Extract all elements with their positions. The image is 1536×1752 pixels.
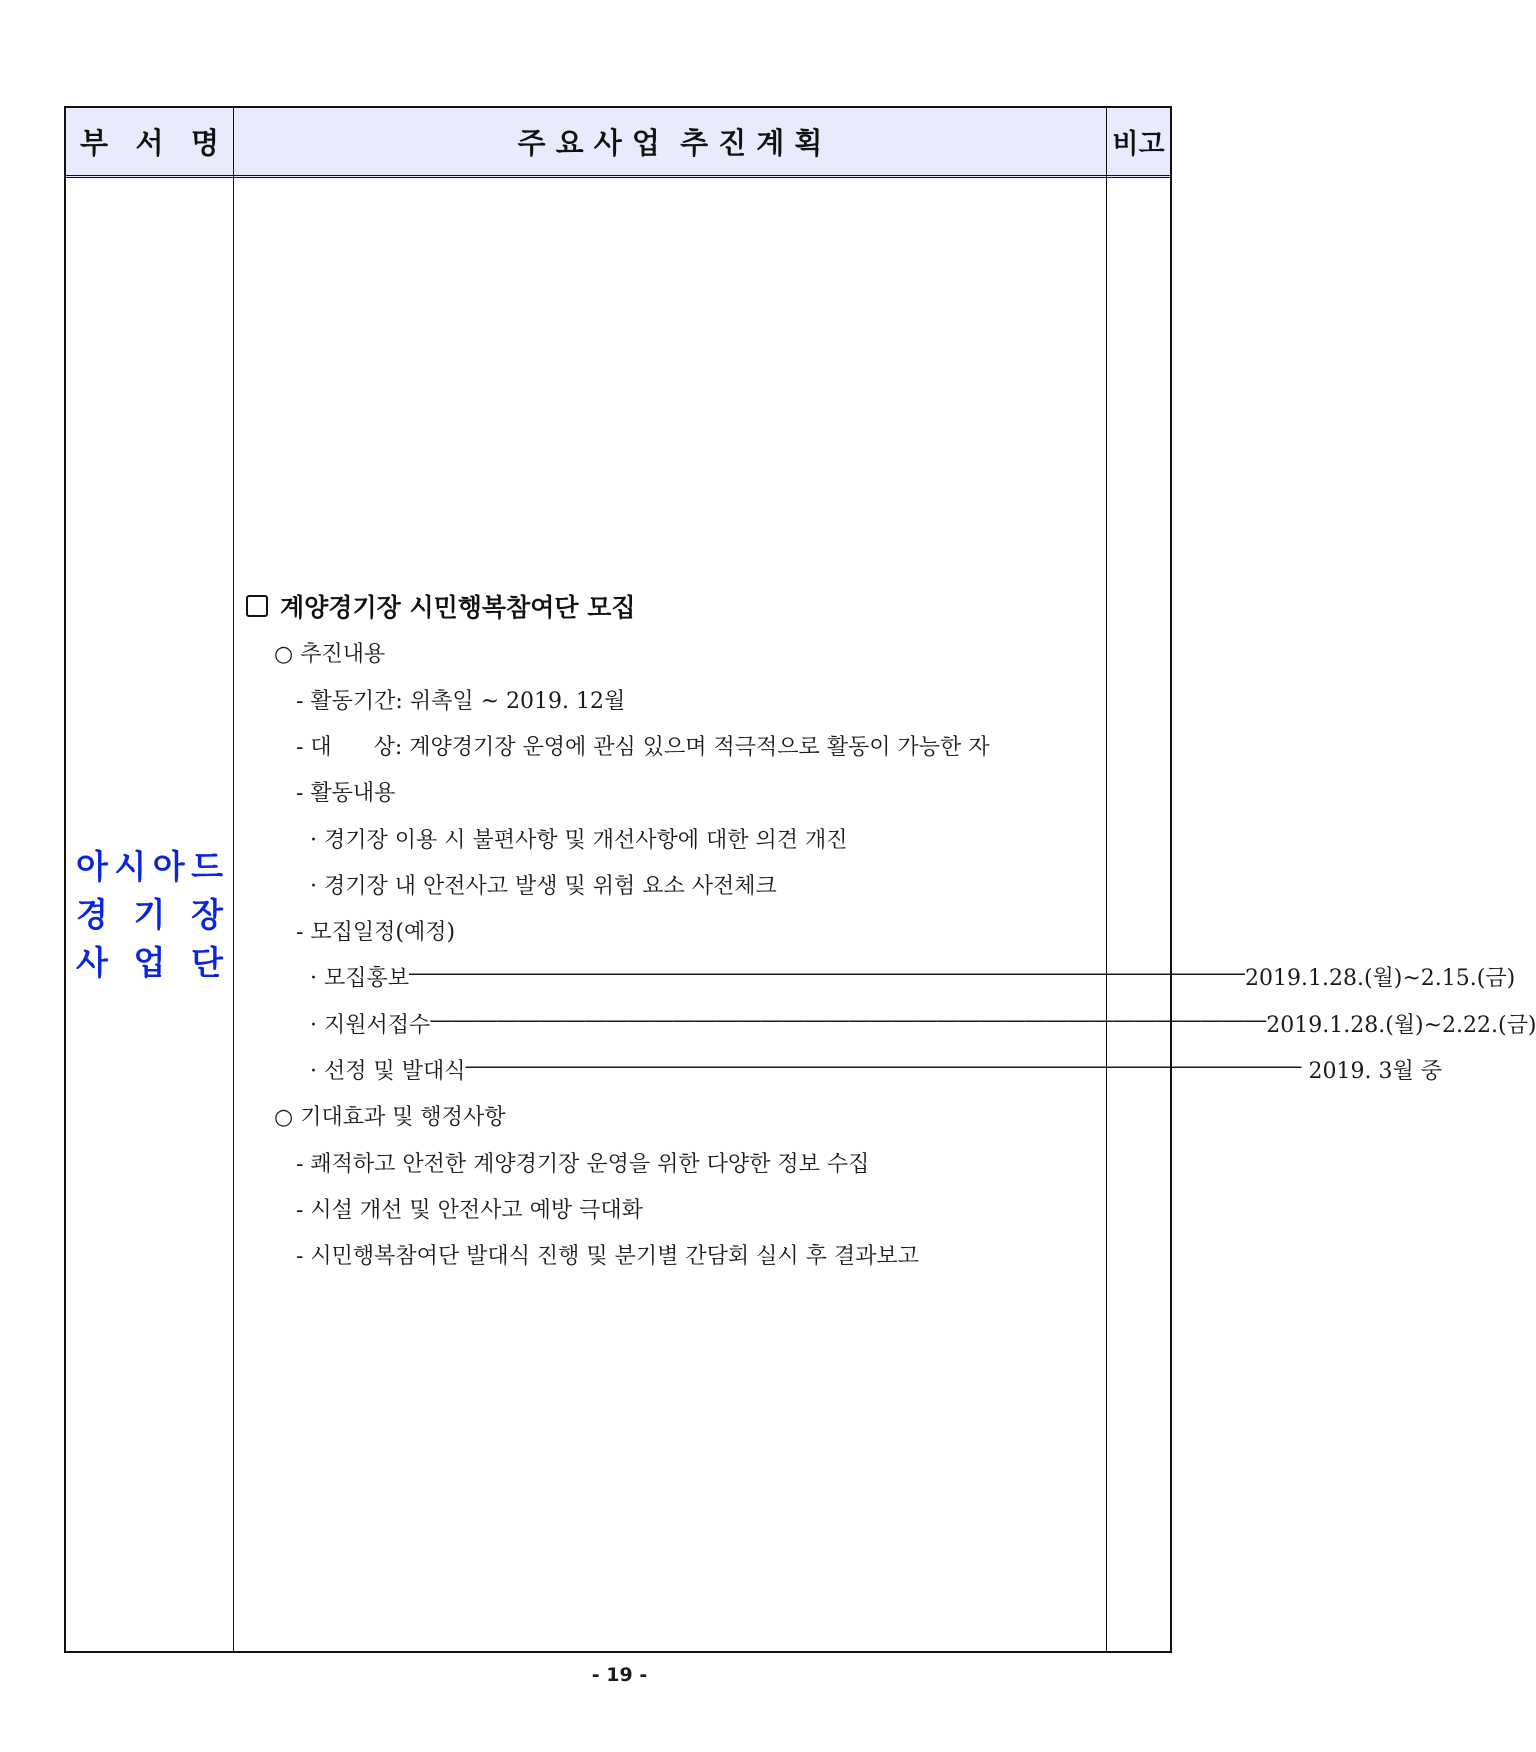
activity-heading: - 활동내용 (296, 781, 396, 806)
header-dept-char: 서 (135, 126, 164, 160)
dash-leader: ―――――――――――――――――――――――――――――――――――――― (409, 961, 1245, 986)
dash-leader: ―――――――――――――――――――――――――――――――――――――― (430, 1008, 1267, 1033)
effect-item: - 시설 개선 및 안전사고 예방 극대화 (296, 1198, 643, 1223)
effect-item: - 쾌적하고 안전한 계양경기장 운영을 위한 다양한 정보 수집 (296, 1152, 870, 1177)
plan-title-text: 계양경기장 시민행복참여단 모집 (280, 593, 636, 622)
dept-char: 사 (76, 943, 108, 982)
header-dept-char: 부 (80, 126, 109, 160)
dept-line (66, 891, 233, 939)
dept-line (66, 843, 233, 891)
column-divider (1106, 108, 1107, 1651)
department-name (66, 843, 233, 987)
schedule-date: 2019.1.28.(월)~2.22.(금) (1266, 1013, 1536, 1038)
dept-char: 시 (114, 847, 147, 886)
schedule-row (310, 1008, 1536, 1039)
list-item: · 경기장 이용 시 불편사항 및 개선사항에 대한 의견 개진 (310, 828, 848, 853)
dept-char: 단 (191, 943, 223, 982)
dept-char: 장 (191, 895, 223, 934)
dept-char: 드 (191, 847, 223, 886)
plan-title (246, 588, 636, 624)
plan-table (64, 106, 1536, 1653)
schedule-date: 2019. 3월 중 (1301, 1059, 1442, 1084)
schedule-heading: - 모집일정(예정) (296, 920, 456, 945)
header-dept-char: 명 (190, 126, 219, 160)
dept-char: 기 (133, 895, 166, 934)
section-heading: ○ 기대효과 및 행정사항 (274, 1105, 506, 1130)
dept-char: 아 (76, 847, 108, 886)
schedule-label: · 모집홍보 (310, 966, 409, 991)
table-header (66, 108, 1170, 178)
column-divider (233, 108, 234, 1651)
dept-char: 아 (152, 847, 185, 886)
dept-char: 경 (76, 895, 108, 934)
list-item: · 경기장 내 안전사고 발생 및 위험 요소 사전체크 (310, 874, 777, 899)
header-dept (66, 108, 233, 175)
schedule-label: · 선정 및 발대식 (310, 1059, 466, 1084)
dept-line (66, 939, 233, 987)
schedule-date: 2019.1.28.(월)~2.15.(금) (1245, 966, 1516, 991)
header-note: 비고 (1112, 129, 1165, 160)
period-line: - 활동기간: 위촉일 ~ 2019. 12월 (296, 689, 626, 714)
schedule-row (310, 1054, 1442, 1085)
schedule-row (310, 961, 1516, 992)
target-line: - 대 상: 계양경기장 운영에 관심 있으며 적극적으로 활동이 가능한 자 (296, 735, 990, 760)
dept-char: 업 (133, 943, 166, 982)
schedule-label: · 지원서접수 (310, 1013, 431, 1038)
checkbox-icon (246, 595, 268, 617)
page-number: - 19 - (591, 1664, 648, 1686)
section-heading: ○ 추진내용 (274, 642, 386, 667)
dash-leader: ―――――――――――――――――――――――――――――――――――――― (465, 1054, 1302, 1079)
header-plan: 주 요 사 업 추 진 계 획 (517, 126, 823, 160)
effect-item: - 시민행복참여단 발대식 진행 및 분기별 간담회 실시 후 결과보고 (296, 1244, 919, 1269)
